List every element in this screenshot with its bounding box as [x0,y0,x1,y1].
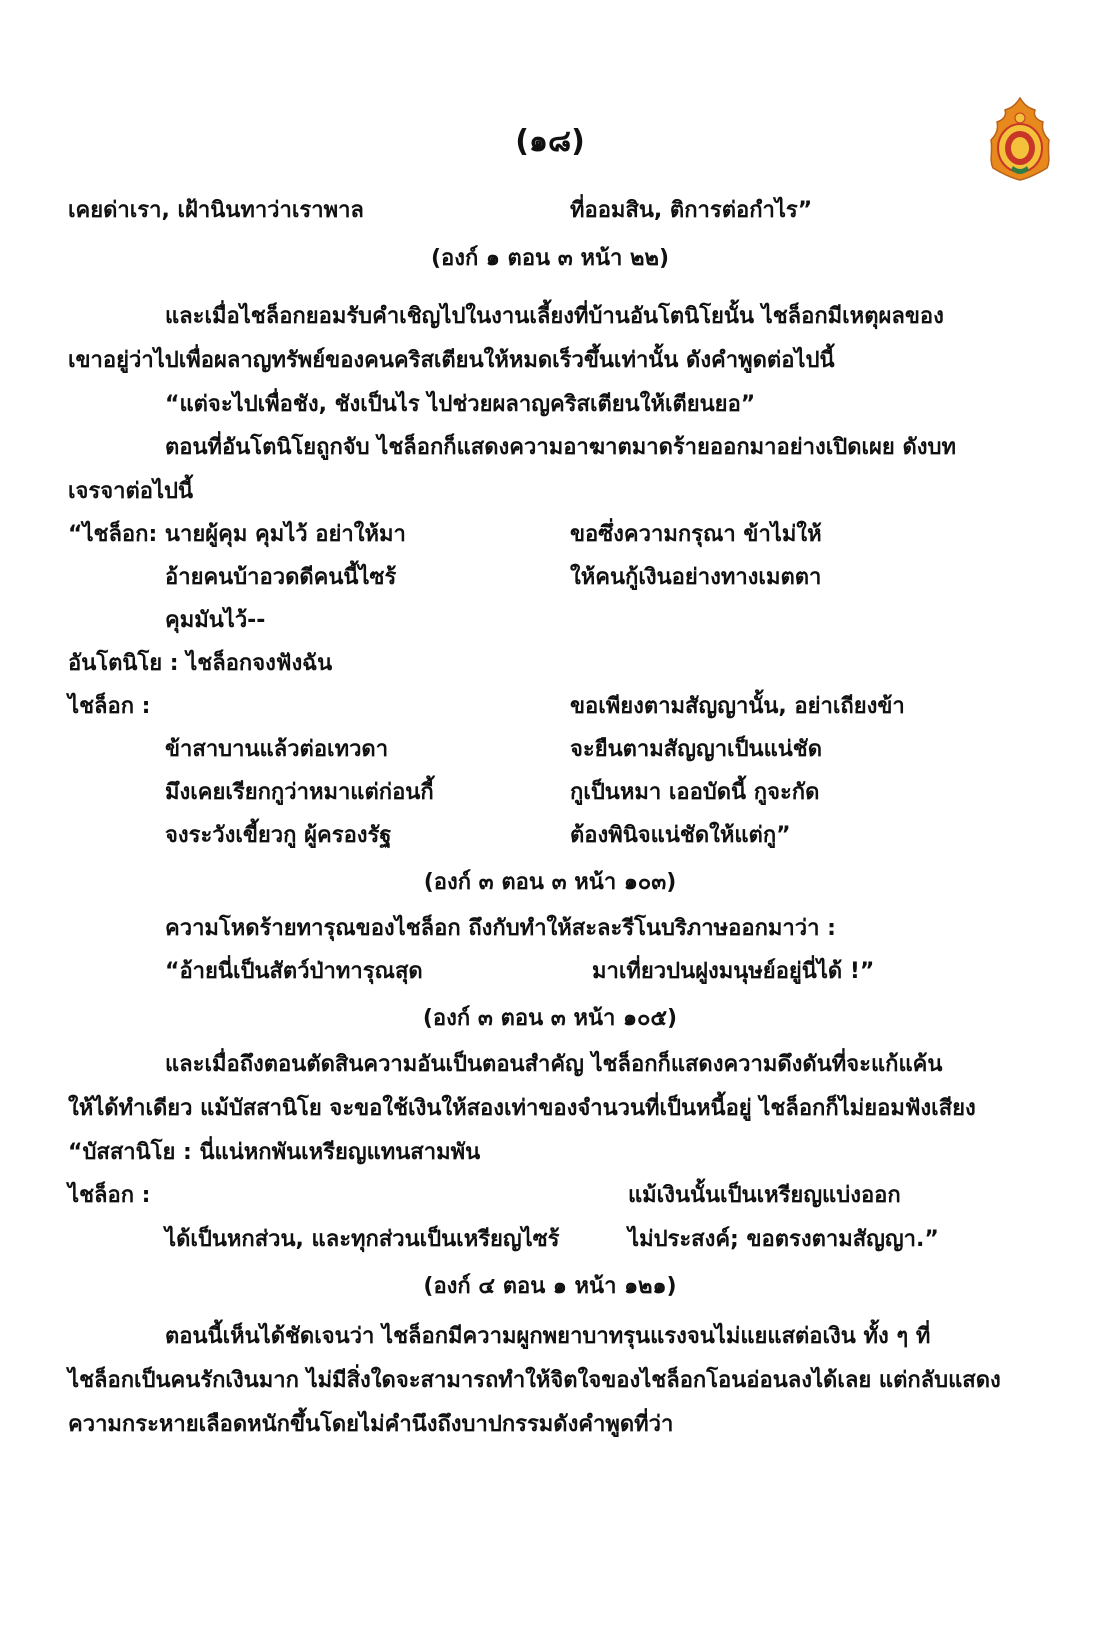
quote-line-left: “อ้ายนี่เป็นสัตว์ป่าทารุณสุด [165,959,423,984]
dialogue-line-left: “ไชล็อก: นายผู้คุม คุมไว้ อย่าให้มา [68,522,406,547]
page-number: (๑๘) [515,124,585,159]
paragraph-line: และเมื่อไชล็อกยอมรับคำเชิญไปในงานเลี้ยงที่บ้านอันโตนิโยนั้น ไชล็อกมีเหตุผลของ [165,304,944,329]
paragraph-line: เจรจาต่อไปนี้ [68,479,194,504]
reference-citation: (องก์ ๓ ตอน ๓ หน้า ๑๐๕) [422,1006,678,1031]
dialogue-line-left: อ้ายคนบ้าอวดดีคนนี้ไซร้ [165,565,397,590]
paragraph-line: ให้ได้ทำเดียว แม้บัสสานิโย จะขอใช้เงินให้สองเท่าของจำนวนที่เป็นหนี้อยู่ ไชล็อกก็ไม่ยอมฟังเสียง [68,1096,976,1121]
dialogue-line-left: ได้เป็นหกส่วน, และทุกส่วนเป็นเหรียญไซร้ [165,1227,560,1252]
dialogue-line-right: ไม่ประสงค์; ขอตรงตามสัญญา.” [628,1227,939,1252]
dialogue-line-right: ขอเพียงตามสัญญานั้น, อย่าเถียงข้า [570,694,905,719]
dialogue-line-right: แม้เงินนั้นเป็นเหรียญแบ่งออก [628,1183,901,1208]
dialogue-line-right: ขอซึ่งความกรุณา ข้าไม่ให้ [570,522,822,547]
dialogue-line-right: ต้องพินิจแน่ชัดให้แต่กู” [570,823,791,848]
dialogue-line-left: ข้าสาบานแล้วต่อเทวดา [165,737,389,762]
paragraph-line: ตอนที่อันโตนิโยถูกจับ ไชล็อกก็แสดงความอาฆาตมาดร้ายออกมาอย่างเปิดเผย ดังบท [165,435,956,460]
dialogue-line-left: มึงเคยเรียกกูว่าหมาแต่ก่อนกี้ [165,780,434,805]
dialogue-line-left: ไชล็อก : [68,1183,151,1208]
dialogue-line-right: ให้คนกู้เงินอย่างทางเมตตา [570,565,822,590]
reference-citation: (องก์ ๔ ตอน ๑ หน้า ๑๒๑) [423,1274,677,1299]
verse-line-right: ที่ออมสิน, ติการต่อกำไร” [570,198,813,223]
dialogue-line-left: “บัสสานิโย : นี่แน่หกพันเหรียญแทนสามพัน [68,1140,481,1165]
verse-line-left: เคยด่าเรา, เฝ้านินทาว่าเราพาล [68,198,364,223]
paragraph-line: ความโหดร้ายทารุณของไชล็อก ถึงกับทำให้สะละรีโนบริภาษออกมาว่า : [165,916,836,941]
reference-citation: (องก์ ๓ ตอน ๓ หน้า ๑๐๓) [423,870,677,895]
paragraph-line: ตอนนี้เห็นได้ชัดเจนว่า ไชล็อกมีความผูกพยาบาทรุนแรงจนไม่แยแสต่อเงิน ทั้ง ๆ ที่ [165,1324,931,1349]
quote-line-right: มาเที่ยวปนฝูงมนุษย์อยู่นี่ได้ !” [592,959,875,984]
paragraph-line: ความกระหายเลือดหนักขึ้นโดยไม่คำนึงถึงบาปกรรมดังคำพูดที่ว่า [68,1412,674,1437]
dialogue-line-left: ไชล็อก : [68,694,151,719]
dialogue-line-left: อันโตนิโย : ไชล็อกจงฟังฉัน [68,651,333,676]
paragraph-line: และเมื่อถึงตอนตัดสินความอันเป็นตอนสำคัญ ไชล็อกก็แสดงความดึงดันที่จะแก้แค้น [165,1052,943,1077]
paragraph-line: เขาอยู่ว่าไปเพื่อผลาญทรัพย์ของคนคริสเตียนให้หมดเร็วขึ้นเท่านั้น ดังคำพูดต่อไปนี้ [68,348,835,373]
dialogue-line-right: กูเป็นหมา เออบัดนี้ กูจะกัด [570,780,820,805]
paragraph-line: ไชล็อกเป็นคนรักเงินมาก ไม่มีสิ่งใดจะสามารถทำให้จิตใจของไชล็อกโอนอ่อนลงได้เลย แต่กลับแสดง [68,1368,1001,1393]
reference-citation: (องก์ ๑ ตอน ๓ หน้า ๒๒) [430,246,670,271]
dialogue-line-left: คุมมันไว้-- [165,608,266,633]
dialogue-line-right: จะยืนตามสัญญาเป็นแน่ชัด [570,737,823,762]
dialogue-line-left: จงระวังเขี้ยวกู ผู้ครองรัฐ [165,823,392,848]
quote-line: “แต่จะไปเพื่อชัง, ชังเป็นไร ไปช่วยผลาญคริสเตียนให้เตียนยอ” [165,392,756,417]
